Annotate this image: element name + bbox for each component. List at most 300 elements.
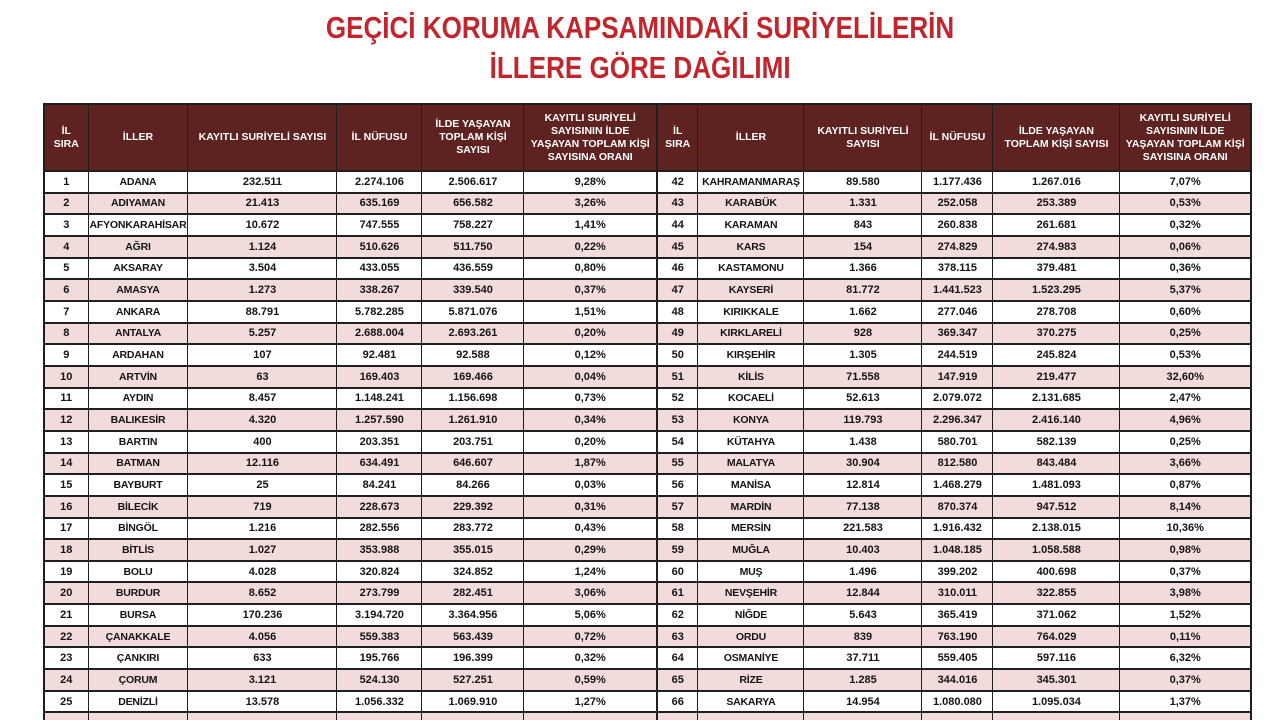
- cell-il-sira: 57: [657, 496, 698, 518]
- table-row: [657, 301, 1251, 323]
- cell-nufus: 2.296.347: [922, 409, 993, 431]
- cell-oran: 0,73%: [524, 388, 657, 410]
- cell-oran: 3,98%: [1120, 582, 1251, 604]
- cell-il: BURDUR: [88, 582, 188, 604]
- table-provinces-42-66: [656, 103, 1252, 720]
- table-row: [657, 582, 1251, 604]
- cell-kayitli: [188, 712, 337, 720]
- cell-il-sira: [44, 712, 88, 720]
- cell-il-sira: 61: [657, 582, 698, 604]
- col-header-kayitli-suriyeli: KAYITLI SURİYELİ SAYISI: [804, 104, 922, 171]
- cell-il: BURSA: [88, 604, 188, 626]
- cell-toplam: 345.301: [993, 669, 1120, 691]
- cell-il: BİNGÖL: [88, 518, 188, 540]
- cell-il: [698, 712, 804, 720]
- cell-nufus: 338.267: [337, 279, 422, 301]
- table-row: [44, 409, 657, 431]
- cell-nufus: 2.274.106: [337, 171, 422, 193]
- cell-il-sira: 6: [44, 279, 88, 301]
- cell-oran: 1,27%: [524, 691, 657, 713]
- cell-il: KIRŞEHİR: [698, 344, 804, 366]
- cell-kayitli: 1.216: [188, 518, 337, 540]
- cell-kayitli: 12.814: [804, 474, 922, 496]
- cell-nufus: 634.491: [337, 453, 422, 475]
- cell-il: [88, 712, 188, 720]
- cell-toplam: [422, 712, 524, 720]
- cell-oran: 0,34%: [524, 409, 657, 431]
- cell-nufus: 1.468.279: [922, 474, 993, 496]
- cell-il-sira: 50: [657, 344, 698, 366]
- cell-nufus: 260.838: [922, 214, 993, 236]
- cell-il: KIRKLARELİ: [698, 323, 804, 345]
- cell-oran: 3,66%: [1120, 453, 1251, 475]
- cell-nufus: 274.829: [922, 236, 993, 258]
- cell-il-sira: 4: [44, 236, 88, 258]
- cell-oran: 4,96%: [1120, 409, 1251, 431]
- cell-il-sira: 9: [44, 344, 88, 366]
- cell-il: AMASYA: [88, 279, 188, 301]
- cell-toplam: 1.523.295: [993, 279, 1120, 301]
- cell-il-sira: 1: [44, 171, 88, 193]
- cell-toplam: 1.069.910: [422, 691, 524, 713]
- cell-toplam: 261.681: [993, 214, 1120, 236]
- cell-toplam: 2.506.617: [422, 171, 524, 193]
- cell-il-sira: 45: [657, 236, 698, 258]
- col-header-toplam-kisi: İLDE YAŞAYAN TOPLAM KİŞİ SAYISI: [422, 104, 524, 171]
- table-row: [657, 236, 1251, 258]
- cell-il: SAKARYA: [698, 691, 804, 713]
- cell-il: AĞRI: [88, 236, 188, 258]
- cell-kayitli: 52.613: [804, 388, 922, 410]
- cell-il: ANKARA: [88, 301, 188, 323]
- cell-il: KONYA: [698, 409, 804, 431]
- cell-oran: [524, 712, 657, 720]
- cell-toplam: 339.540: [422, 279, 524, 301]
- cell-il: KİLİS: [698, 366, 804, 388]
- cell-toplam: 253.389: [993, 193, 1120, 215]
- cell-toplam: 1.095.034: [993, 691, 1120, 713]
- cell-kayitli: 4.056: [188, 626, 337, 648]
- page-title: [0, 8, 1280, 88]
- table-row: [44, 604, 657, 626]
- table-row: [657, 171, 1251, 193]
- cell-toplam: 1.058.588: [993, 539, 1120, 561]
- cell-il-sira: 12: [44, 409, 88, 431]
- cell-nufus: 228.673: [337, 496, 422, 518]
- cell-toplam: 370.275: [993, 323, 1120, 345]
- cell-kayitli: 1.438: [804, 431, 922, 453]
- table-row: [44, 214, 657, 236]
- cell-oran: 0,31%: [524, 496, 657, 518]
- cell-nufus: 747.555: [337, 214, 422, 236]
- title-line-2: İLLERE GÖRE DAĞILIMI: [489, 50, 791, 85]
- cell-kayitli: 88.791: [188, 301, 337, 323]
- cell-kayitli: 1.662: [804, 301, 922, 323]
- cell-nufus: 870.374: [922, 496, 993, 518]
- cell-il: AYDIN: [88, 388, 188, 410]
- table-row: [657, 539, 1251, 561]
- cell-il: ANTALYA: [88, 323, 188, 345]
- table-row: [44, 453, 657, 475]
- cell-oran: 0,72%: [524, 626, 657, 648]
- cell-kayitli: 21.413: [188, 193, 337, 215]
- cell-nufus: 3.194.720: [337, 604, 422, 626]
- cell-nufus: 92.481: [337, 344, 422, 366]
- cell-kayitli: 3.121: [188, 669, 337, 691]
- cell-nufus: 1.080.080: [922, 691, 993, 713]
- cell-oran: 0,59%: [524, 669, 657, 691]
- cell-il-sira: 43: [657, 193, 698, 215]
- cell-il: BOLU: [88, 561, 188, 583]
- col-header-iller: İLLER: [698, 104, 804, 171]
- table-row: [44, 279, 657, 301]
- cell-oran: 0,32%: [524, 647, 657, 669]
- table-row: [657, 279, 1251, 301]
- cell-nufus: 369.347: [922, 323, 993, 345]
- cell-oran: 0,53%: [1120, 344, 1251, 366]
- cell-il-sira: 8: [44, 323, 88, 345]
- table-row: [44, 366, 657, 388]
- cell-kayitli: 839: [804, 626, 922, 648]
- cell-il-sira: 22: [44, 626, 88, 648]
- cell-il-sira: 47: [657, 279, 698, 301]
- cell-kayitli: 10.403: [804, 539, 922, 561]
- cell-oran: 5,06%: [524, 604, 657, 626]
- cell-il: ÇANKIRI: [88, 647, 188, 669]
- table-row: [657, 691, 1251, 713]
- col-header-il-sira: İL SIRA: [657, 104, 698, 171]
- cell-kayitli: 8.457: [188, 388, 337, 410]
- cell-oran: [1120, 712, 1251, 720]
- cell-il-sira: 17: [44, 518, 88, 540]
- cell-toplam: 2.693.261: [422, 323, 524, 345]
- cell-kayitli: 232.511: [188, 171, 337, 193]
- cell-oran: 32,60%: [1120, 366, 1251, 388]
- cell-kayitli: 633: [188, 647, 337, 669]
- cell-il: ARDAHAN: [88, 344, 188, 366]
- cell-nufus: 277.046: [922, 301, 993, 323]
- table-row: [657, 561, 1251, 583]
- cell-nufus: 320.824: [337, 561, 422, 583]
- table-row: [44, 582, 657, 604]
- cell-toplam: 3.364.956: [422, 604, 524, 626]
- table-row: [657, 604, 1251, 626]
- table-row: [657, 453, 1251, 475]
- cell-kayitli: 170.236: [188, 604, 337, 626]
- cell-il-sira: 2: [44, 193, 88, 215]
- cell-oran: 1,41%: [524, 214, 657, 236]
- cell-il: ÇANAKKALE: [88, 626, 188, 648]
- cell-toplam: 2.416.140: [993, 409, 1120, 431]
- cell-kayitli: 1.331: [804, 193, 922, 215]
- cell-toplam: 283.772: [422, 518, 524, 540]
- cell-nufus: 510.626: [337, 236, 422, 258]
- cell-kayitli: 1.305: [804, 344, 922, 366]
- col-header-il-sira: İL SIRA: [44, 104, 88, 171]
- cell-il-sira: 20: [44, 582, 88, 604]
- cell-toplam: 646.607: [422, 453, 524, 475]
- cell-oran: 0,25%: [1120, 323, 1251, 345]
- cell-il: OSMANİYE: [698, 647, 804, 669]
- cell-toplam: 169.466: [422, 366, 524, 388]
- cell-kayitli: 4.028: [188, 561, 337, 583]
- table-row: [44, 258, 657, 280]
- cell-il: MANİSA: [698, 474, 804, 496]
- cell-nufus: 344.016: [922, 669, 993, 691]
- cell-il-sira: 42: [657, 171, 698, 193]
- table-row: [44, 323, 657, 345]
- col-header-oran: KAYITLI SURİYELİ SAYISININ İLDE YAŞAYAN TOPLAM KİŞİ SAYISINA ORANI: [1120, 104, 1251, 171]
- table-row: [657, 409, 1251, 431]
- cell-toplam: 355.015: [422, 539, 524, 561]
- cell-nufus: 5.782.285: [337, 301, 422, 323]
- table-row: [657, 366, 1251, 388]
- cell-toplam: 278.708: [993, 301, 1120, 323]
- cell-toplam: 1.481.093: [993, 474, 1120, 496]
- cell-oran: 0,11%: [1120, 626, 1251, 648]
- table-row: [657, 344, 1251, 366]
- cell-toplam: 758.227: [422, 214, 524, 236]
- cell-toplam: 92.588: [422, 344, 524, 366]
- table-row: [44, 236, 657, 258]
- cell-kayitli: 4.320: [188, 409, 337, 431]
- cell-il: MUĞLA: [698, 539, 804, 561]
- cell-il-sira: 3: [44, 214, 88, 236]
- cell-il-sira: 24: [44, 669, 88, 691]
- cell-il-sira: 49: [657, 323, 698, 345]
- cell-nufus: [922, 712, 993, 720]
- cell-il-sira: 55: [657, 453, 698, 475]
- cell-kayitli: 1.496: [804, 561, 922, 583]
- table-body-right: [657, 171, 1251, 720]
- cell-oran: 0,29%: [524, 539, 657, 561]
- cell-il: ÇORUM: [88, 669, 188, 691]
- cell-toplam: 282.451: [422, 582, 524, 604]
- cell-toplam: 1.261.910: [422, 409, 524, 431]
- cell-il-sira: 25: [44, 691, 88, 713]
- cell-oran: 0,06%: [1120, 236, 1251, 258]
- cell-oran: 0,60%: [1120, 301, 1251, 323]
- cell-il: KARS: [698, 236, 804, 258]
- cell-toplam: 2.131.685: [993, 388, 1120, 410]
- cell-nufus: 252.058: [922, 193, 993, 215]
- table-row: [657, 388, 1251, 410]
- cell-oran: 0,22%: [524, 236, 657, 258]
- table-row: [657, 193, 1251, 215]
- table-row: [657, 626, 1251, 648]
- cell-il-sira: 7: [44, 301, 88, 323]
- cell-il-sira: 13: [44, 431, 88, 453]
- table-row: [44, 669, 657, 691]
- cell-nufus: 310.011: [922, 582, 993, 604]
- cell-oran: 0,03%: [524, 474, 657, 496]
- cell-toplam: 764.029: [993, 626, 1120, 648]
- cell-il: NEVŞEHİR: [698, 582, 804, 604]
- cell-oran: 1,37%: [1120, 691, 1251, 713]
- table-row-partial: [657, 712, 1251, 720]
- cell-il: ORDU: [698, 626, 804, 648]
- cell-kayitli: 1.366: [804, 258, 922, 280]
- title-line-1: GEÇİCİ KORUMA KAPSAMINDAKİ SURİYELİLERİN: [325, 10, 955, 45]
- cell-il-sira: 14: [44, 453, 88, 475]
- cell-il: ADANA: [88, 171, 188, 193]
- cell-kayitli: 25: [188, 474, 337, 496]
- cell-il: RİZE: [698, 669, 804, 691]
- col-header-kayitli-suriyeli: KAYITLI SURİYELİ SAYISI: [188, 104, 337, 171]
- cell-il-sira: 51: [657, 366, 698, 388]
- cell-toplam: 597.116: [993, 647, 1120, 669]
- table-row-partial: [44, 712, 657, 720]
- table-row: [44, 518, 657, 540]
- cell-nufus: 353.988: [337, 539, 422, 561]
- cell-kayitli: 77.138: [804, 496, 922, 518]
- cell-nufus: 84.241: [337, 474, 422, 496]
- table-row: [44, 539, 657, 561]
- cell-toplam: 1.267.016: [993, 171, 1120, 193]
- cell-oran: 0,37%: [1120, 561, 1251, 583]
- cell-il-sira: 63: [657, 626, 698, 648]
- cell-il: MUŞ: [698, 561, 804, 583]
- cell-toplam: 400.698: [993, 561, 1120, 583]
- cell-toplam: 196.399: [422, 647, 524, 669]
- col-header-il-nufusu: İL NÜFUSU: [337, 104, 422, 171]
- cell-kayitli: 107: [188, 344, 337, 366]
- cell-kayitli: 221.583: [804, 518, 922, 540]
- cell-il: BALIKESİR: [88, 409, 188, 431]
- cell-oran: 0,12%: [524, 344, 657, 366]
- table-row: [657, 518, 1251, 540]
- table-row: [44, 171, 657, 193]
- cell-nufus: 433.055: [337, 258, 422, 280]
- cell-kayitli: 5.257: [188, 323, 337, 345]
- cell-nufus: 1.148.241: [337, 388, 422, 410]
- cell-nufus: 399.202: [922, 561, 993, 583]
- cell-toplam: 219.477: [993, 366, 1120, 388]
- table-row: [44, 474, 657, 496]
- cell-nufus: 195.766: [337, 647, 422, 669]
- table-row: [44, 431, 657, 453]
- cell-kayitli: 154: [804, 236, 922, 258]
- cell-il-sira: 60: [657, 561, 698, 583]
- cell-nufus: 2.688.004: [337, 323, 422, 345]
- cell-kayitli: 14.954: [804, 691, 922, 713]
- cell-nufus: 365.419: [922, 604, 993, 626]
- cell-oran: 0,80%: [524, 258, 657, 280]
- cell-oran: 6,32%: [1120, 647, 1251, 669]
- col-header-iller: İLLER: [88, 104, 188, 171]
- cell-oran: 1,87%: [524, 453, 657, 475]
- cell-il-sira: 48: [657, 301, 698, 323]
- cell-kayitli: 119.793: [804, 409, 922, 431]
- table-header: [657, 104, 1251, 171]
- cell-il: KIRIKKALE: [698, 301, 804, 323]
- cell-kayitli: 3.504: [188, 258, 337, 280]
- table-provinces-1-25: [43, 103, 658, 720]
- cell-il: BATMAN: [88, 453, 188, 475]
- cell-kayitli: 12.116: [188, 453, 337, 475]
- cell-il-sira: [657, 712, 698, 720]
- cell-il: ADIYAMAN: [88, 193, 188, 215]
- table-row: [657, 431, 1251, 453]
- cell-il: KÜTAHYA: [698, 431, 804, 453]
- cell-oran: 0,04%: [524, 366, 657, 388]
- cell-nufus: [337, 712, 422, 720]
- cell-toplam: 324.852: [422, 561, 524, 583]
- cell-nufus: 559.383: [337, 626, 422, 648]
- cell-il-sira: 66: [657, 691, 698, 713]
- cell-nufus: 1.916.432: [922, 518, 993, 540]
- cell-il-sira: 21: [44, 604, 88, 626]
- cell-toplam: [993, 712, 1120, 720]
- cell-nufus: 763.190: [922, 626, 993, 648]
- cell-il: NİĞDE: [698, 604, 804, 626]
- cell-toplam: 229.392: [422, 496, 524, 518]
- cell-oran: 0,53%: [1120, 193, 1251, 215]
- cell-il-sira: 46: [657, 258, 698, 280]
- cell-kayitli: 5.643: [804, 604, 922, 626]
- cell-kayitli: 719: [188, 496, 337, 518]
- cell-kayitli: [804, 712, 922, 720]
- cell-nufus: 1.056.332: [337, 691, 422, 713]
- cell-il: DENİZLİ: [88, 691, 188, 713]
- cell-il-sira: 18: [44, 539, 88, 561]
- cell-il-sira: 62: [657, 604, 698, 626]
- cell-kayitli: 71.558: [804, 366, 922, 388]
- table-row: [44, 626, 657, 648]
- table-row: [657, 496, 1251, 518]
- cell-oran: 0,32%: [1120, 214, 1251, 236]
- cell-toplam: 656.582: [422, 193, 524, 215]
- cell-il: KARAMAN: [698, 214, 804, 236]
- cell-il: AKSARAY: [88, 258, 188, 280]
- cell-il: KAYSERİ: [698, 279, 804, 301]
- cell-nufus: 169.403: [337, 366, 422, 388]
- cell-il-sira: 44: [657, 214, 698, 236]
- cell-oran: 0,37%: [1120, 669, 1251, 691]
- cell-il-sira: 23: [44, 647, 88, 669]
- cell-il-sira: 52: [657, 388, 698, 410]
- cell-oran: 0,20%: [524, 431, 657, 453]
- cell-nufus: 559.405: [922, 647, 993, 669]
- cell-il-sira: 59: [657, 539, 698, 561]
- cell-oran: 0,87%: [1120, 474, 1251, 496]
- cell-kayitli: 843: [804, 214, 922, 236]
- table-row: [44, 193, 657, 215]
- cell-il: BİLECİK: [88, 496, 188, 518]
- cell-il: KOCAELİ: [698, 388, 804, 410]
- cell-toplam: 947.512: [993, 496, 1120, 518]
- cell-kayitli: 81.772: [804, 279, 922, 301]
- cell-oran: 2,47%: [1120, 388, 1251, 410]
- cell-kayitli: 63: [188, 366, 337, 388]
- cell-toplam: 245.824: [993, 344, 1120, 366]
- table-row: [657, 258, 1251, 280]
- cell-il: KASTAMONU: [698, 258, 804, 280]
- cell-il: KAHRAMANMARAŞ: [698, 171, 804, 193]
- cell-toplam: 322.855: [993, 582, 1120, 604]
- cell-nufus: 1.441.523: [922, 279, 993, 301]
- cell-kayitli: 8.652: [188, 582, 337, 604]
- cell-kayitli: 10.672: [188, 214, 337, 236]
- header-row: [657, 104, 1251, 171]
- cell-nufus: 1.048.185: [922, 539, 993, 561]
- cell-kayitli: 13.578: [188, 691, 337, 713]
- cell-nufus: 580.701: [922, 431, 993, 453]
- cell-kayitli: 12.844: [804, 582, 922, 604]
- cell-nufus: 244.519: [922, 344, 993, 366]
- table-row: [657, 474, 1251, 496]
- cell-kayitli: 89.580: [804, 171, 922, 193]
